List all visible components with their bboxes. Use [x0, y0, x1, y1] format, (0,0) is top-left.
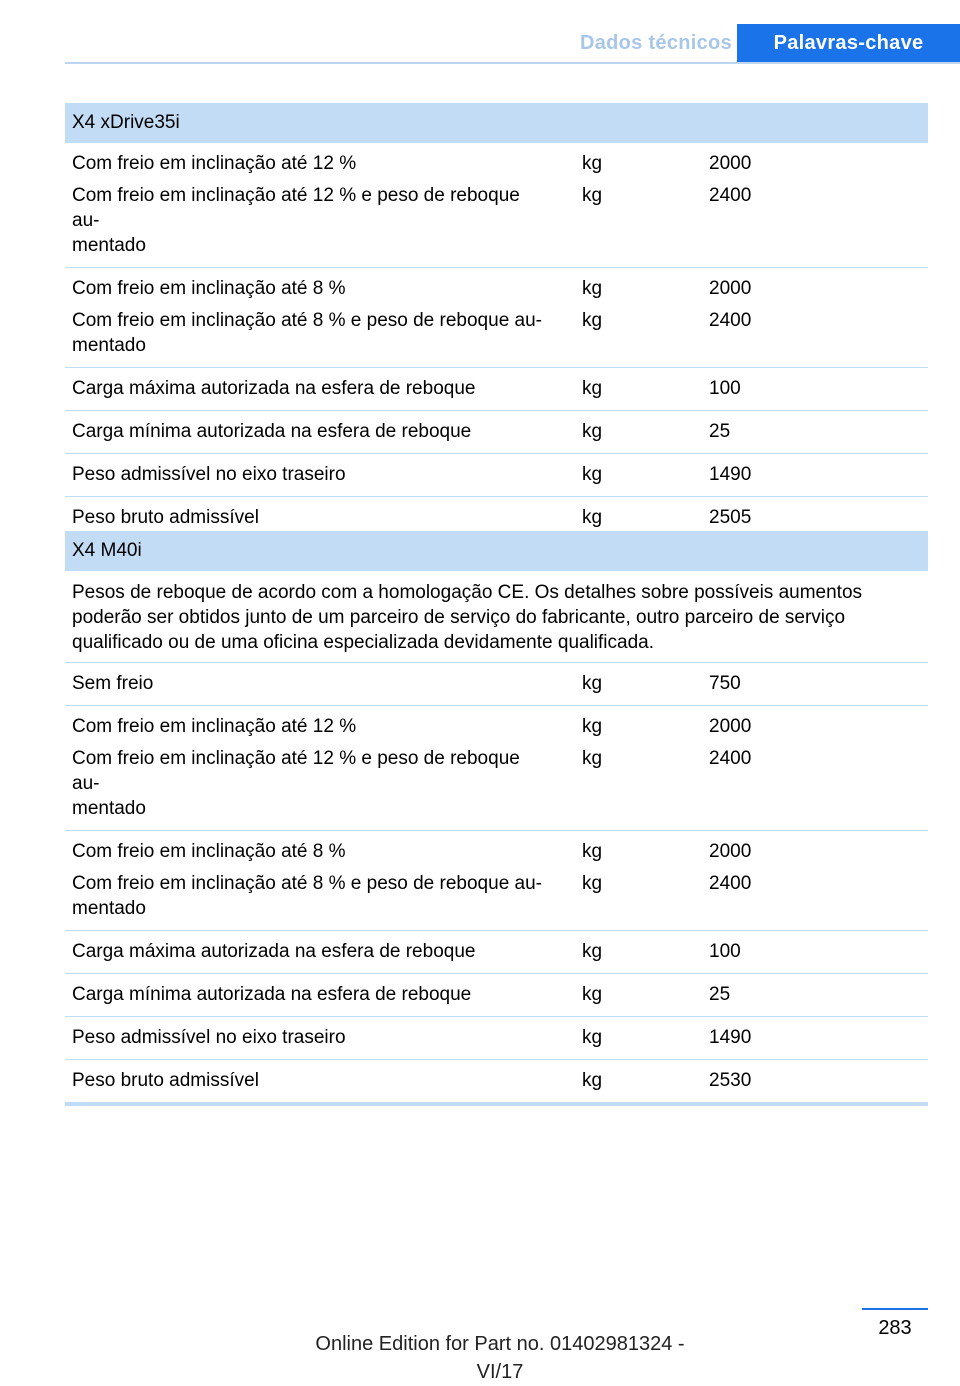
row-value: 2400	[709, 185, 752, 206]
table-row	[65, 1023, 928, 1052]
table-title: X4 M40i	[65, 531, 928, 571]
row-unit: kg	[582, 748, 603, 769]
row-unit: kg	[582, 1070, 603, 1091]
table-row-group	[65, 1017, 928, 1060]
row-label: Peso bruto admissível	[72, 507, 259, 528]
row-label: Com freio em inclinação até 8 %	[72, 841, 346, 862]
row-unit: kg	[582, 310, 603, 331]
table-row	[65, 869, 928, 923]
row-value: 1490	[709, 464, 752, 485]
spec-table-x4-m40i	[65, 531, 928, 1106]
table-row	[65, 306, 928, 360]
row-label: Com freio em inclinação até 8 % e peso de reboque au- mentado	[72, 310, 542, 356]
table-row-group	[65, 974, 928, 1017]
row-unit: kg	[582, 464, 603, 485]
section-tab-palavras-chave[interactable]: Palavras-chave	[737, 24, 960, 62]
row-value: 100	[709, 941, 741, 962]
row-label: Carga mínima autorizada na esfera de reboque	[72, 421, 472, 442]
page-header	[65, 24, 960, 64]
row-label: Sem freio	[72, 673, 154, 694]
row-value: 100	[709, 378, 741, 399]
row-value: 2000	[709, 153, 752, 174]
table-row	[65, 937, 928, 966]
table-row-group	[65, 454, 928, 497]
row-label: Com freio em inclinação até 8 %	[72, 278, 346, 299]
row-value: 750	[709, 673, 741, 694]
row-value: 2000	[709, 278, 752, 299]
table-row-group	[65, 931, 928, 974]
row-unit: kg	[582, 378, 603, 399]
table-row-group	[65, 143, 928, 268]
table-row	[65, 274, 928, 303]
row-unit: kg	[582, 278, 603, 299]
row-unit: kg	[582, 185, 603, 206]
row-unit: kg	[582, 873, 603, 894]
row-unit: kg	[582, 841, 603, 862]
row-unit: kg	[582, 507, 603, 528]
table-note: Pesos de reboque de acordo com a homologação CE. Os detalhes sobre possíveis aumentos poderão ser obtidos junto de um parceiro de serviço do fabricante, outro parceiro de serviço qualificado ou de uma oficina especializada devidamente qualificada.	[65, 571, 928, 663]
table-body	[65, 663, 928, 1106]
row-value: 25	[709, 984, 731, 1005]
table-body	[65, 143, 928, 543]
row-label: Com freio em inclinação até 12 %	[72, 716, 357, 737]
row-unit: kg	[582, 716, 603, 737]
table-row	[65, 837, 928, 866]
edition-footer: Online Edition for Part no. 01402981324 - VI/17	[315, 1333, 685, 1383]
row-value: 2400	[709, 748, 752, 769]
section-tab-dados-tecnicos[interactable]: Dados técnicos	[579, 32, 732, 54]
table-row	[65, 503, 928, 532]
page-number: 283	[862, 1308, 928, 1340]
row-value: 2530	[709, 1070, 752, 1091]
row-label: Com freio em inclinação até 12 % e peso de reboque au- mentado	[72, 748, 520, 819]
row-label: Peso admissível no eixo traseiro	[72, 464, 346, 485]
table-row	[65, 712, 928, 741]
row-label: Com freio em inclinação até 8 % e peso de reboque au- mentado	[72, 873, 542, 919]
table-row	[65, 374, 928, 403]
table-row	[65, 1066, 928, 1095]
table-row	[65, 460, 928, 489]
table-row	[65, 417, 928, 446]
row-unit: kg	[582, 1027, 603, 1048]
row-value: 25	[709, 421, 731, 442]
row-label: Peso bruto admissível	[72, 1070, 259, 1091]
row-value: 1490	[709, 1027, 752, 1048]
row-value: 2400	[709, 873, 752, 894]
table-row-group	[65, 706, 928, 831]
spec-table-x4-xdrive35i	[65, 103, 928, 543]
table-row-group	[65, 368, 928, 411]
table-row-group	[65, 268, 928, 368]
table-row	[65, 149, 928, 178]
row-label: Carga máxima autorizada na esfera de reboque	[72, 941, 476, 962]
table-row	[65, 669, 928, 698]
row-label: Carga máxima autorizada na esfera de reboque	[72, 378, 476, 399]
row-value: 2000	[709, 841, 752, 862]
row-unit: kg	[582, 941, 603, 962]
table-row-group	[65, 1060, 928, 1106]
table-row	[65, 980, 928, 1009]
table-row-group	[65, 831, 928, 931]
row-unit: kg	[582, 673, 603, 694]
row-unit: kg	[582, 984, 603, 1005]
row-unit: kg	[582, 153, 603, 174]
table-row	[65, 744, 928, 823]
row-label: Com freio em inclinação até 12 % e peso de reboque au- mentado	[72, 185, 520, 256]
row-value: 2505	[709, 507, 752, 528]
row-label: Com freio em inclinação até 12 %	[72, 153, 357, 174]
table-row-group	[65, 663, 928, 706]
row-value: 2400	[709, 310, 752, 331]
table-title: X4 xDrive35i	[65, 103, 928, 143]
table-row	[65, 181, 928, 260]
row-unit: kg	[582, 421, 603, 442]
row-label: Carga mínima autorizada na esfera de reboque	[72, 984, 472, 1005]
row-value: 2000	[709, 716, 752, 737]
row-label: Peso admissível no eixo traseiro	[72, 1027, 346, 1048]
table-row-group	[65, 411, 928, 454]
